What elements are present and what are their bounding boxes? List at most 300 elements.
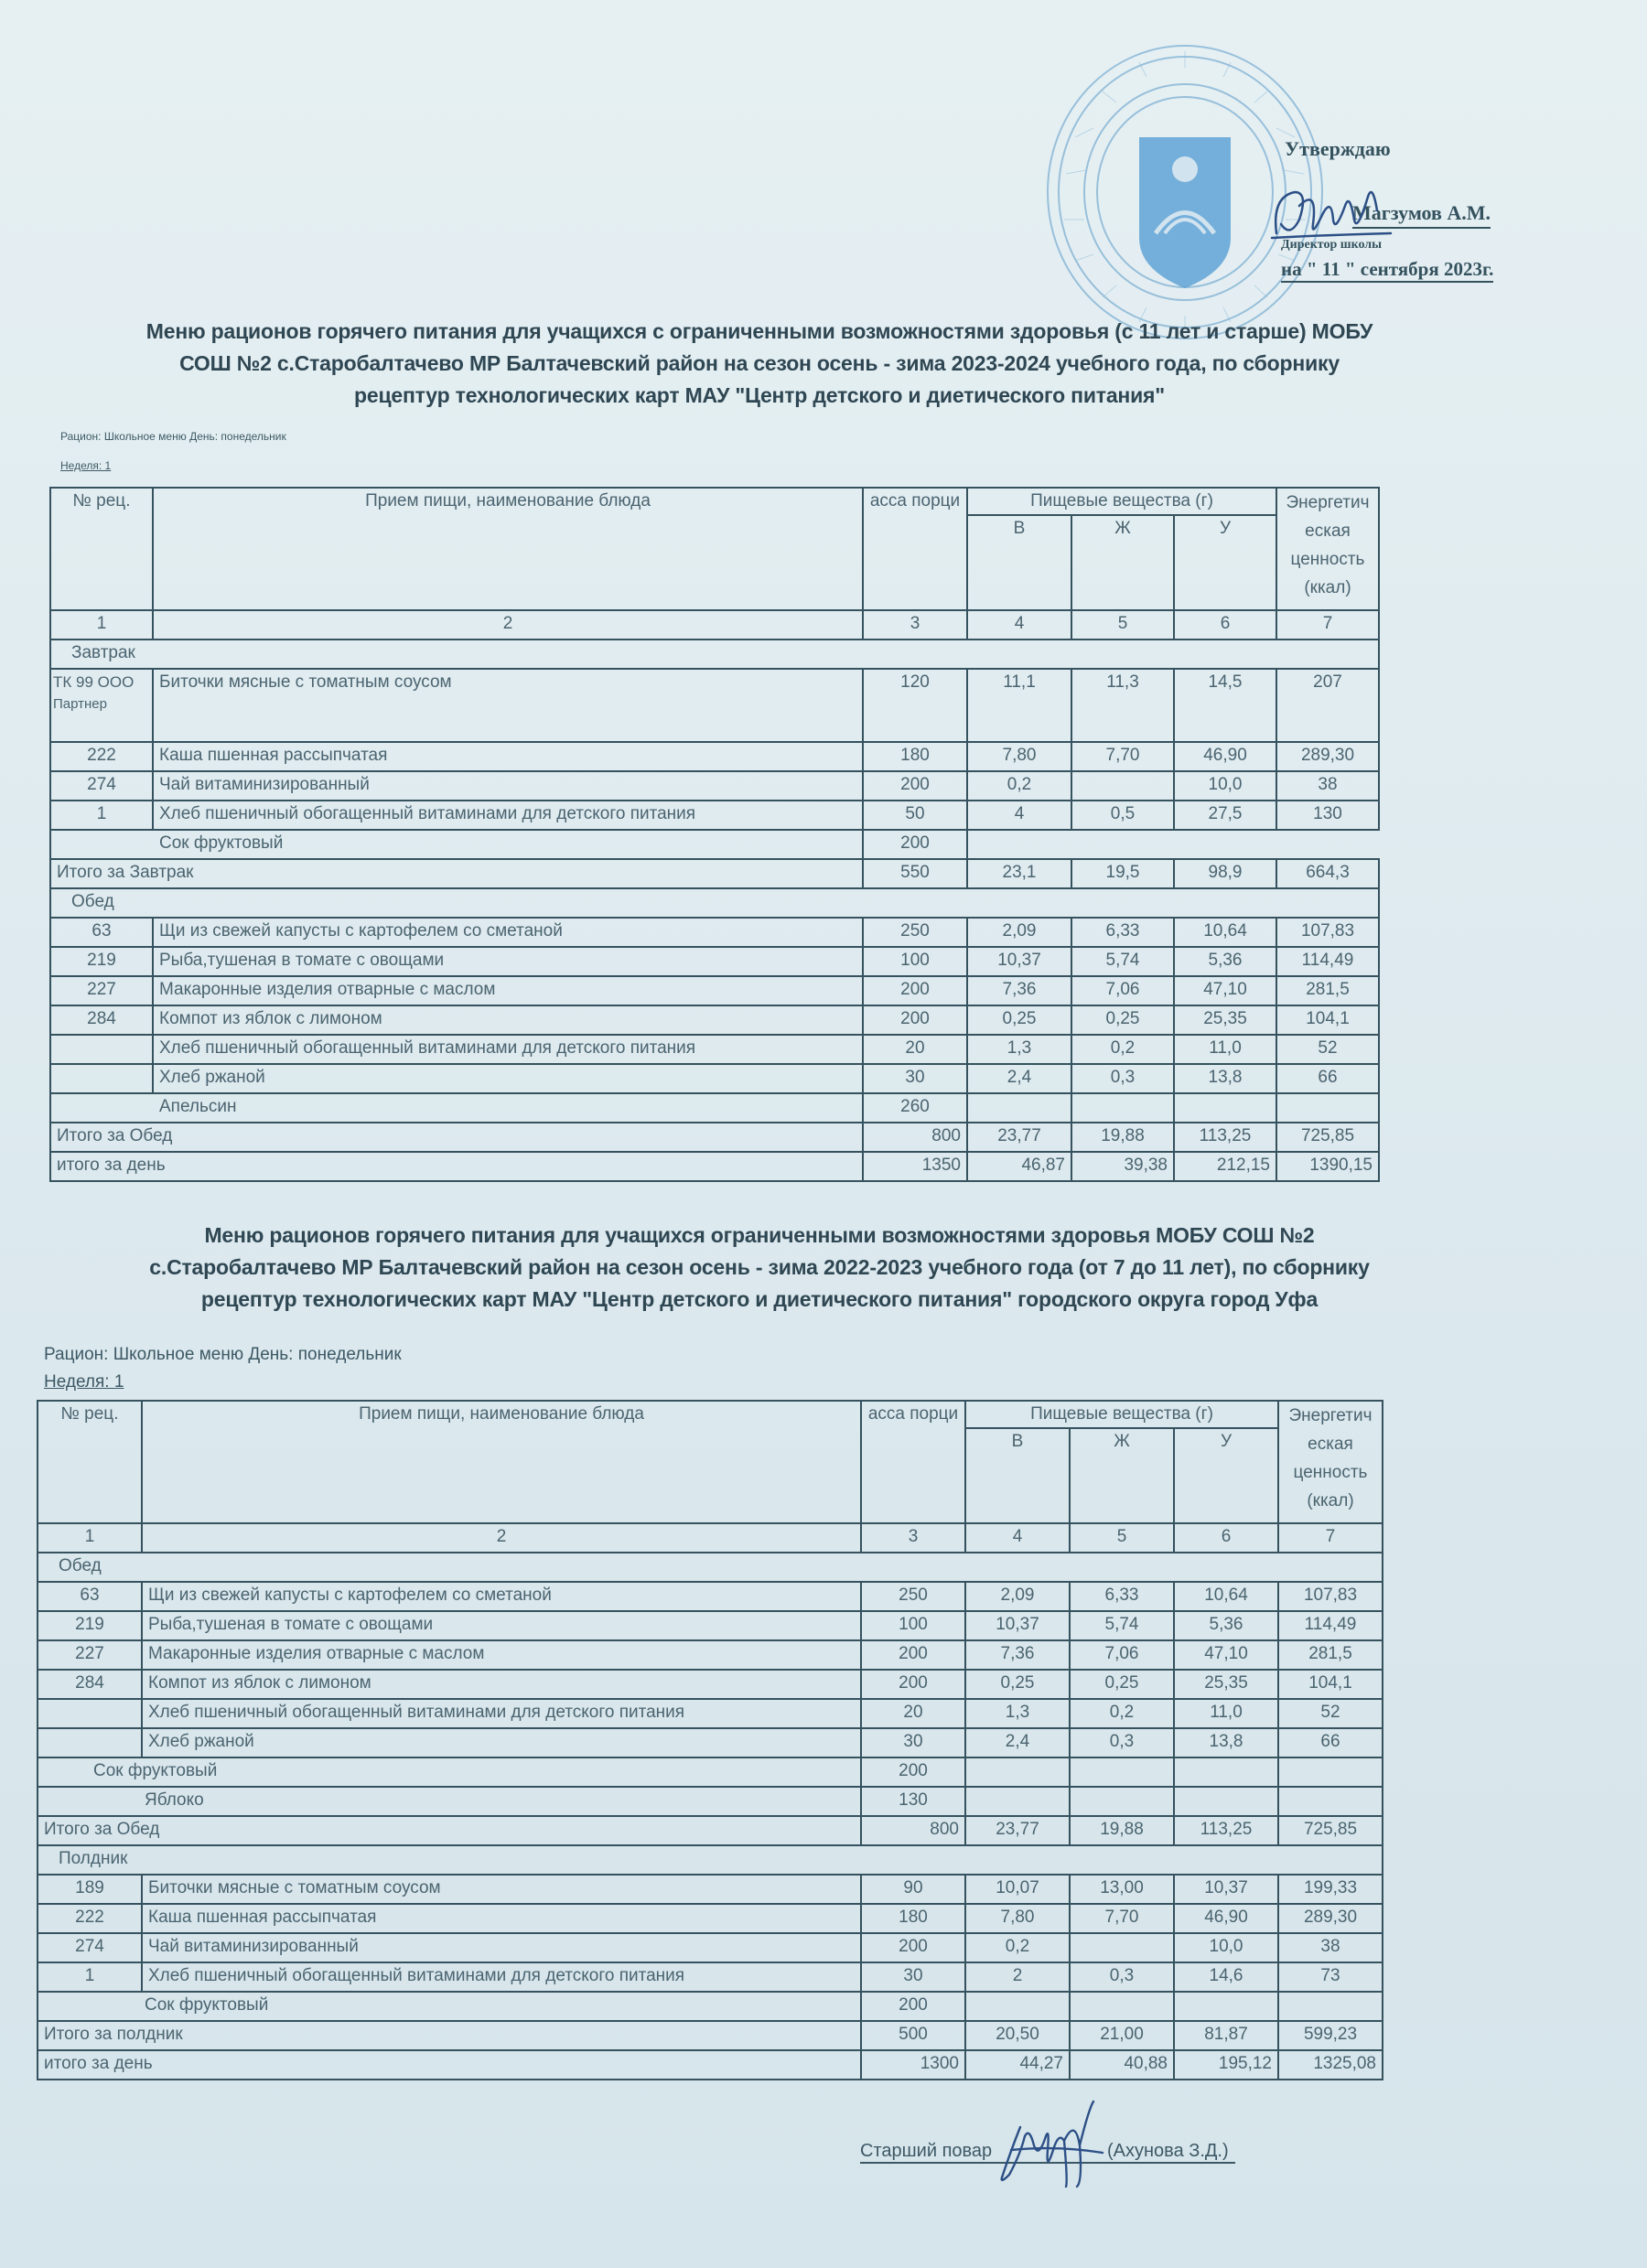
section-row bbox=[50, 888, 1379, 918]
protein-cell: 0,2 bbox=[967, 771, 1071, 801]
total-row bbox=[50, 859, 1379, 888]
dish-name: Яблоко bbox=[38, 1787, 861, 1816]
total-label: Итого за Обед bbox=[38, 1816, 861, 1845]
table-row bbox=[50, 1064, 1379, 1093]
kcal-cell: 73 bbox=[1278, 1962, 1383, 1992]
carb-cell: 10,0 bbox=[1174, 1933, 1278, 1962]
fat-cell: 6,33 bbox=[1070, 1582, 1174, 1611]
approval-title: Утверждаю bbox=[1285, 137, 1391, 160]
mass-cell: 1300 bbox=[861, 2050, 965, 2080]
table-row bbox=[50, 669, 1379, 742]
kcal-cell: 66 bbox=[1278, 1728, 1383, 1757]
protein-cell: 11,1 bbox=[967, 669, 1071, 742]
mass-cell: 800 bbox=[861, 1816, 965, 1845]
rec-number: 284 bbox=[50, 1005, 153, 1035]
carb-cell: 25,35 bbox=[1174, 1005, 1276, 1035]
dish-name: Чай витаминизированный bbox=[142, 1933, 861, 1962]
empty-cell bbox=[1070, 1757, 1174, 1787]
header-dish: Прием пищи, наименование блюда bbox=[142, 1401, 861, 1523]
doc1-week-meta: Неделя: 1 bbox=[60, 459, 112, 472]
header-rec-no: № рец. bbox=[50, 488, 153, 610]
table-row bbox=[38, 1582, 1383, 1611]
fat-cell: 19,5 bbox=[1071, 859, 1174, 888]
doc1-title-line: рецептур технологических карт МАУ "Центр детского и диетического питания" bbox=[354, 383, 1165, 407]
header-zh: Ж bbox=[1070, 1428, 1174, 1523]
rec-number: 222 bbox=[38, 1904, 142, 1933]
rec-number: 63 bbox=[50, 918, 153, 947]
fat-cell: 0,2 bbox=[1070, 1699, 1174, 1728]
protein-cell: 2,09 bbox=[967, 918, 1071, 947]
protein-cell: 2,4 bbox=[965, 1728, 1070, 1757]
protein-cell: 0,2 bbox=[965, 1933, 1070, 1962]
rec-number bbox=[38, 1699, 142, 1728]
carb-cell: 98,9 bbox=[1174, 859, 1276, 888]
col-num: 6 bbox=[1174, 610, 1276, 640]
dish-name: Рыба,тушеная в томате с овощами bbox=[153, 947, 863, 976]
protein-cell: 0,25 bbox=[965, 1670, 1070, 1699]
carb-cell: 81,87 bbox=[1174, 2021, 1278, 2050]
table-row bbox=[38, 1728, 1383, 1757]
table-row bbox=[50, 771, 1379, 801]
table-row bbox=[38, 1904, 1383, 1933]
dish-name: Хлеб пшеничный обогащенный витаминами для детского питания bbox=[153, 1035, 863, 1064]
mass-cell: 260 bbox=[863, 1093, 967, 1123]
table-row bbox=[38, 1611, 1383, 1640]
mass-cell: 100 bbox=[863, 947, 967, 976]
rec-number bbox=[38, 1728, 142, 1757]
col-num: 4 bbox=[967, 610, 1071, 640]
rec-number: 274 bbox=[38, 1933, 142, 1962]
doc2-week-meta: Неделя: 1 bbox=[44, 1372, 124, 1392]
empty-cell bbox=[1278, 1992, 1383, 2021]
energy-line: еская bbox=[1308, 1435, 1353, 1454]
rec-number: 219 bbox=[50, 947, 153, 976]
header-u: У bbox=[1174, 1428, 1278, 1523]
col-num: 4 bbox=[965, 1523, 1070, 1553]
carb-cell: 13,8 bbox=[1174, 1728, 1278, 1757]
table-row bbox=[38, 1962, 1383, 1992]
mass-cell: 200 bbox=[863, 771, 967, 801]
chef-label: Старший повар bbox=[860, 2141, 993, 2161]
kcal-cell: 38 bbox=[1276, 771, 1379, 801]
fat-cell: 21,00 bbox=[1070, 2021, 1174, 2050]
section-row bbox=[50, 640, 1379, 669]
dish-name: Апельсин bbox=[50, 1093, 863, 1123]
table-row bbox=[50, 1005, 1379, 1035]
fat-cell: 7,06 bbox=[1071, 976, 1174, 1005]
carb-cell: 10,37 bbox=[1174, 1875, 1278, 1904]
col-num: 2 bbox=[153, 610, 863, 640]
energy-line: ценность bbox=[1293, 1463, 1368, 1482]
carb-cell: 11,0 bbox=[1174, 1035, 1276, 1064]
dish-name: Каша пшенная рассыпчатая bbox=[153, 742, 863, 771]
kcal-cell: 289,30 bbox=[1276, 742, 1379, 771]
section-title: Полдник bbox=[38, 1845, 1383, 1875]
dish-name: Биточки мясные с томатным соусом bbox=[153, 669, 863, 742]
protein-cell: 7,36 bbox=[965, 1640, 1070, 1670]
col-num: 3 bbox=[863, 610, 967, 640]
rec-number: 284 bbox=[38, 1670, 142, 1699]
protein-cell: 0,25 bbox=[967, 1005, 1071, 1035]
fat-cell: 0,3 bbox=[1070, 1728, 1174, 1757]
energy-line: Энергетич bbox=[1286, 493, 1370, 512]
protein-cell: 2,4 bbox=[967, 1064, 1071, 1093]
protein-cell: 2 bbox=[965, 1962, 1070, 1992]
carb-cell: 10,0 bbox=[1174, 771, 1276, 801]
mass-cell: 200 bbox=[861, 1640, 965, 1670]
energy-line: Энергетич bbox=[1288, 1406, 1372, 1425]
fat-cell bbox=[1070, 1933, 1174, 1962]
doc2-menu-table bbox=[37, 1400, 1383, 2080]
carb-cell: 27,5 bbox=[1174, 801, 1276, 830]
carb-cell: 113,25 bbox=[1174, 1123, 1276, 1152]
dish-name: Каша пшенная рассыпчатая bbox=[142, 1904, 861, 1933]
doc1-title-line: Меню рационов горячего питания для учащихся с ограниченными возможностями здоровья (с 11 лет и старше) МОБУ bbox=[145, 319, 1373, 343]
fat-cell: 11,3 bbox=[1071, 669, 1174, 742]
mass-cell: 200 bbox=[863, 976, 967, 1005]
director-signature bbox=[1267, 169, 1395, 252]
fat-cell: 39,38 bbox=[1071, 1152, 1174, 1181]
carb-cell: 113,25 bbox=[1174, 1816, 1278, 1845]
rec-sub: Партнер bbox=[53, 696, 107, 712]
total-label: Итого за Завтрак bbox=[50, 859, 863, 888]
dish-name: Сок фруктовый bbox=[50, 830, 863, 859]
col-num: 6 bbox=[1174, 1523, 1278, 1553]
kcal-cell: 199,33 bbox=[1278, 1875, 1383, 1904]
director-role: Директор школы bbox=[1281, 238, 1383, 252]
total-row bbox=[38, 2021, 1383, 2050]
protein-cell: 4 bbox=[967, 801, 1071, 830]
fat-cell: 0,25 bbox=[1070, 1670, 1174, 1699]
empty-cell bbox=[1278, 1787, 1383, 1816]
carb-cell: 195,12 bbox=[1174, 2050, 1278, 2080]
total-label: итого за день bbox=[38, 2050, 861, 2080]
column-number-row bbox=[38, 1523, 1383, 1553]
protein-cell: 10,07 bbox=[965, 1875, 1070, 1904]
protein-cell: 23,77 bbox=[967, 1123, 1071, 1152]
energy-line: (ккал) bbox=[1304, 578, 1351, 597]
mass-cell: 250 bbox=[861, 1582, 965, 1611]
fat-cell: 13,00 bbox=[1070, 1875, 1174, 1904]
mass-cell: 500 bbox=[861, 2021, 965, 2050]
fat-cell: 19,88 bbox=[1071, 1123, 1174, 1152]
table-row bbox=[38, 1992, 1383, 2021]
table-row bbox=[50, 947, 1379, 976]
protein-cell: 23,77 bbox=[965, 1816, 1070, 1845]
empty-cell bbox=[1070, 1992, 1174, 2021]
carb-cell: 10,64 bbox=[1174, 1582, 1278, 1611]
dish-name: Хлеб пшеничный обогащенный витаминами для детского питания bbox=[142, 1699, 861, 1728]
doc1-title bbox=[37, 316, 1482, 412]
total-label: итого за день bbox=[50, 1152, 863, 1181]
rec-number: 227 bbox=[50, 976, 153, 1005]
kcal-cell: 289,30 bbox=[1278, 1904, 1383, 1933]
table-row bbox=[38, 1670, 1383, 1699]
carb-cell: 14,5 bbox=[1174, 669, 1276, 742]
fat-cell: 0,5 bbox=[1071, 801, 1174, 830]
doc2-ration-meta: Рацион: Школьное меню День: понедельник bbox=[44, 1345, 402, 1364]
carb-cell: 46,90 bbox=[1174, 742, 1276, 771]
protein-cell: 23,1 bbox=[967, 859, 1071, 888]
rec-number: 189 bbox=[38, 1875, 142, 1904]
dish-name: Компот из яблок с лимоном bbox=[153, 1005, 863, 1035]
fat-cell: 40,88 bbox=[1070, 2050, 1174, 2080]
mass-cell: 180 bbox=[861, 1904, 965, 1933]
carb-cell: 46,90 bbox=[1174, 1904, 1278, 1933]
carb-cell: 47,10 bbox=[1174, 1640, 1278, 1670]
col-num: 7 bbox=[1276, 610, 1379, 640]
kcal-cell: 114,49 bbox=[1276, 947, 1379, 976]
mass-cell: 130 bbox=[861, 1787, 965, 1816]
fat-cell: 5,74 bbox=[1071, 947, 1174, 976]
empty-cell bbox=[1070, 1787, 1174, 1816]
rec-number: 63 bbox=[38, 1582, 142, 1611]
mass-cell: 200 bbox=[861, 1933, 965, 1962]
kcal-cell: 66 bbox=[1276, 1064, 1379, 1093]
day-total-row bbox=[50, 1152, 1379, 1181]
table-row bbox=[38, 1640, 1383, 1670]
doc2-title-line: с.Старобалтачево МР Балтачевский район на сезон осень - зима 2022-2023 учебного года (от 7 до 11 лет), по сборнику bbox=[149, 1255, 1370, 1279]
empty-cell bbox=[1278, 1757, 1383, 1787]
empty-cell bbox=[1174, 1787, 1278, 1816]
header-energy bbox=[1276, 488, 1379, 610]
empty-cell bbox=[1174, 1757, 1278, 1787]
dish-name: Макаронные изделия отварные с маслом bbox=[142, 1640, 861, 1670]
mass-cell: 50 bbox=[863, 801, 967, 830]
col-num: 1 bbox=[50, 610, 153, 640]
kcal-cell: 104,1 bbox=[1276, 1005, 1379, 1035]
total-row bbox=[38, 1816, 1383, 1845]
protein-cell: 46,87 bbox=[967, 1152, 1071, 1181]
mass-cell: 200 bbox=[861, 1670, 965, 1699]
kcal-cell: 104,1 bbox=[1278, 1670, 1383, 1699]
table-row bbox=[38, 1699, 1383, 1728]
table-row bbox=[38, 1787, 1383, 1816]
kcal-cell: 281,5 bbox=[1278, 1640, 1383, 1670]
mass-cell: 120 bbox=[863, 669, 967, 742]
col-num: 1 bbox=[38, 1523, 142, 1553]
empty-cell bbox=[965, 1992, 1070, 2021]
protein-cell: 20,50 bbox=[965, 2021, 1070, 2050]
table-row bbox=[50, 918, 1379, 947]
energy-line: еская bbox=[1305, 521, 1351, 541]
director-name: Магзумов А.М. bbox=[1352, 201, 1491, 229]
fat-cell bbox=[1071, 771, 1174, 801]
carb-cell: 5,36 bbox=[1174, 947, 1276, 976]
dish-name: Хлеб ржаной bbox=[153, 1064, 863, 1093]
rec-number bbox=[50, 1035, 153, 1064]
total-label: Итого за Обед bbox=[50, 1123, 863, 1152]
mass-cell: 180 bbox=[863, 742, 967, 771]
protein-cell: 2,09 bbox=[965, 1582, 1070, 1611]
kcal-cell: 207 bbox=[1276, 669, 1379, 742]
dish-name: Компот из яблок с лимоном bbox=[142, 1670, 861, 1699]
protein-cell: 44,27 bbox=[965, 2050, 1070, 2080]
header-rec-no: № рец. bbox=[38, 1401, 142, 1523]
kcal-cell: 52 bbox=[1278, 1699, 1383, 1728]
carb-cell: 14,6 bbox=[1174, 1962, 1278, 1992]
fat-cell: 7,70 bbox=[1071, 742, 1174, 771]
section-title: Обед bbox=[50, 888, 1379, 918]
protein-cell: 7,36 bbox=[967, 976, 1071, 1005]
header-b: В bbox=[965, 1428, 1070, 1523]
table-row bbox=[38, 1757, 1383, 1787]
col-num: 7 bbox=[1278, 1523, 1383, 1553]
header-zh: Ж bbox=[1071, 515, 1174, 610]
dish-name: Хлеб пшеничный обогащенный витаминами для детского питания bbox=[153, 801, 863, 830]
kcal-cell: 1390,15 bbox=[1276, 1152, 1379, 1181]
header-mass: асса порци bbox=[863, 488, 967, 610]
kcal-cell: 107,83 bbox=[1278, 1582, 1383, 1611]
carb-cell: 47,10 bbox=[1174, 976, 1276, 1005]
rec-cell bbox=[50, 669, 153, 742]
mass-cell: 30 bbox=[863, 1064, 967, 1093]
rec-number: ТК 99 ООО bbox=[53, 673, 135, 691]
mass-cell: 20 bbox=[861, 1699, 965, 1728]
total-label: Итого за полдник bbox=[38, 2021, 861, 2050]
table-row bbox=[50, 976, 1379, 1005]
section-title: Завтрак bbox=[50, 640, 1379, 669]
header-dish: Прием пищи, наименование блюда bbox=[153, 488, 863, 610]
chef-name: (Ахунова З.Д.) bbox=[1107, 2141, 1229, 2161]
doc1-ration-meta: Рацион: Школьное меню День: понедельник bbox=[60, 430, 286, 443]
protein-cell: 7,80 bbox=[965, 1904, 1070, 1933]
carb-cell: 5,36 bbox=[1174, 1611, 1278, 1640]
rec-number: 1 bbox=[38, 1962, 142, 1992]
carb-cell: 11,0 bbox=[1174, 1699, 1278, 1728]
protein-cell: 10,37 bbox=[967, 947, 1071, 976]
dish-name: Биточки мясные с томатным соусом bbox=[142, 1875, 861, 1904]
dish-name: Хлеб ржаной bbox=[142, 1728, 861, 1757]
mass-cell: 30 bbox=[861, 1728, 965, 1757]
empty-cell bbox=[1174, 1093, 1276, 1123]
rec-number bbox=[50, 1064, 153, 1093]
table-row bbox=[50, 830, 1379, 859]
kcal-cell: 130 bbox=[1276, 801, 1379, 830]
rec-number: 227 bbox=[38, 1640, 142, 1670]
carb-cell: 25,35 bbox=[1174, 1670, 1278, 1699]
fat-cell: 7,06 bbox=[1070, 1640, 1174, 1670]
mass-cell: 250 bbox=[863, 918, 967, 947]
protein-cell: 1,3 bbox=[967, 1035, 1071, 1064]
mass-cell: 200 bbox=[863, 1005, 967, 1035]
col-num: 5 bbox=[1070, 1523, 1174, 1553]
kcal-cell: 664,3 bbox=[1276, 859, 1379, 888]
energy-line: ценность bbox=[1290, 550, 1365, 569]
section-row bbox=[38, 1553, 1383, 1582]
section-row bbox=[38, 1845, 1383, 1875]
dish-name: Сок фруктовый bbox=[38, 1992, 861, 2021]
mass-cell: 200 bbox=[861, 1757, 965, 1787]
header-nutrients: Пищевые вещества (г) bbox=[967, 488, 1276, 515]
mass-cell: 1350 bbox=[863, 1152, 967, 1181]
approval-date: на " 11 " сентября 2023г. bbox=[1281, 258, 1493, 283]
doc2-title bbox=[37, 1220, 1482, 1316]
fat-cell: 0,25 bbox=[1071, 1005, 1174, 1035]
dish-name: Чай витаминизированный bbox=[153, 771, 863, 801]
chef-signature bbox=[993, 2100, 1112, 2191]
kcal-cell: 725,85 bbox=[1276, 1123, 1379, 1152]
kcal-cell: 114,49 bbox=[1278, 1611, 1383, 1640]
mass-cell: 30 bbox=[861, 1962, 965, 1992]
mass-cell: 550 bbox=[863, 859, 967, 888]
dish-name: Макаронные изделия отварные с маслом bbox=[153, 976, 863, 1005]
empty-cell bbox=[967, 830, 1379, 859]
mass-cell: 20 bbox=[863, 1035, 967, 1064]
day-total-row bbox=[38, 2050, 1383, 2080]
header-mass: асса порци bbox=[861, 1401, 965, 1523]
fat-cell: 0,3 bbox=[1071, 1064, 1174, 1093]
kcal-cell: 599,23 bbox=[1278, 2021, 1383, 2050]
doc2-title-line: Меню рационов горячего питания для учащихся ограниченными возможностями здоровья МОБУ СОШ №2 bbox=[204, 1223, 1315, 1247]
empty-cell bbox=[1174, 1992, 1278, 2021]
doc1-title-line: СОШ №2 с.Старобалтачево МР Балтачевский район на сезон осень - зима 2023-2024 учебного года, по сборнику bbox=[179, 351, 1340, 375]
fat-cell: 0,2 bbox=[1071, 1035, 1174, 1064]
fat-cell: 5,74 bbox=[1070, 1611, 1174, 1640]
empty-cell bbox=[965, 1757, 1070, 1787]
header-nutrients: Пищевые вещества (г) bbox=[965, 1401, 1278, 1428]
table-row bbox=[50, 742, 1379, 771]
total-row bbox=[50, 1123, 1379, 1152]
protein-cell: 10,37 bbox=[965, 1611, 1070, 1640]
mass-cell: 200 bbox=[861, 1992, 965, 2021]
table-row bbox=[50, 801, 1379, 830]
doc1-menu-table bbox=[49, 487, 1380, 1182]
kcal-cell: 38 bbox=[1278, 1933, 1383, 1962]
rec-number: 1 bbox=[50, 801, 153, 830]
header-energy bbox=[1278, 1401, 1383, 1523]
section-title: Обед bbox=[38, 1553, 1383, 1582]
kcal-cell: 281,5 bbox=[1276, 976, 1379, 1005]
rec-number: 219 bbox=[38, 1611, 142, 1640]
mass-cell: 90 bbox=[861, 1875, 965, 1904]
header-u: У bbox=[1174, 515, 1276, 610]
kcal-cell: 107,83 bbox=[1276, 918, 1379, 947]
fat-cell: 6,33 bbox=[1071, 918, 1174, 947]
dish-name: Щи из свежей капусты с картофелем со сметаной bbox=[142, 1582, 861, 1611]
header-b: В bbox=[967, 515, 1071, 610]
mass-cell: 200 bbox=[863, 830, 967, 859]
col-num: 3 bbox=[861, 1523, 965, 1553]
dish-name: Хлеб пшеничный обогащенный витаминами для детского питания bbox=[142, 1962, 861, 1992]
doc2-title-line: рецептур технологических карт МАУ "Центр детского и диетического питания" городского округа город Уфа bbox=[200, 1287, 1319, 1311]
protein-cell: 7,80 bbox=[967, 742, 1071, 771]
fat-cell: 0,3 bbox=[1070, 1962, 1174, 1992]
mass-cell: 800 bbox=[863, 1123, 967, 1152]
rec-number: 274 bbox=[50, 771, 153, 801]
carb-cell: 212,15 bbox=[1174, 1152, 1276, 1181]
dish-name: Щи из свежей капусты с картофелем со сметаной bbox=[153, 918, 863, 947]
col-num: 5 bbox=[1071, 610, 1174, 640]
dish-name: Сок фруктовый bbox=[38, 1757, 861, 1787]
empty-cell bbox=[1276, 1093, 1379, 1123]
fat-cell: 19,88 bbox=[1070, 1816, 1174, 1845]
table-row bbox=[50, 1093, 1379, 1123]
kcal-cell: 52 bbox=[1276, 1035, 1379, 1064]
mass-cell: 100 bbox=[861, 1611, 965, 1640]
kcal-cell: 1325,08 bbox=[1278, 2050, 1383, 2080]
fat-cell: 7,70 bbox=[1070, 1904, 1174, 1933]
energy-line: (ккал) bbox=[1307, 1491, 1354, 1510]
column-number-row bbox=[50, 610, 1379, 640]
kcal-cell: 725,85 bbox=[1278, 1816, 1383, 1845]
table-row bbox=[38, 1933, 1383, 1962]
carb-cell: 10,64 bbox=[1174, 918, 1276, 947]
rec-number: 222 bbox=[50, 742, 153, 771]
empty-cell bbox=[967, 1093, 1071, 1123]
empty-cell bbox=[1071, 1093, 1174, 1123]
protein-cell: 1,3 bbox=[965, 1699, 1070, 1728]
